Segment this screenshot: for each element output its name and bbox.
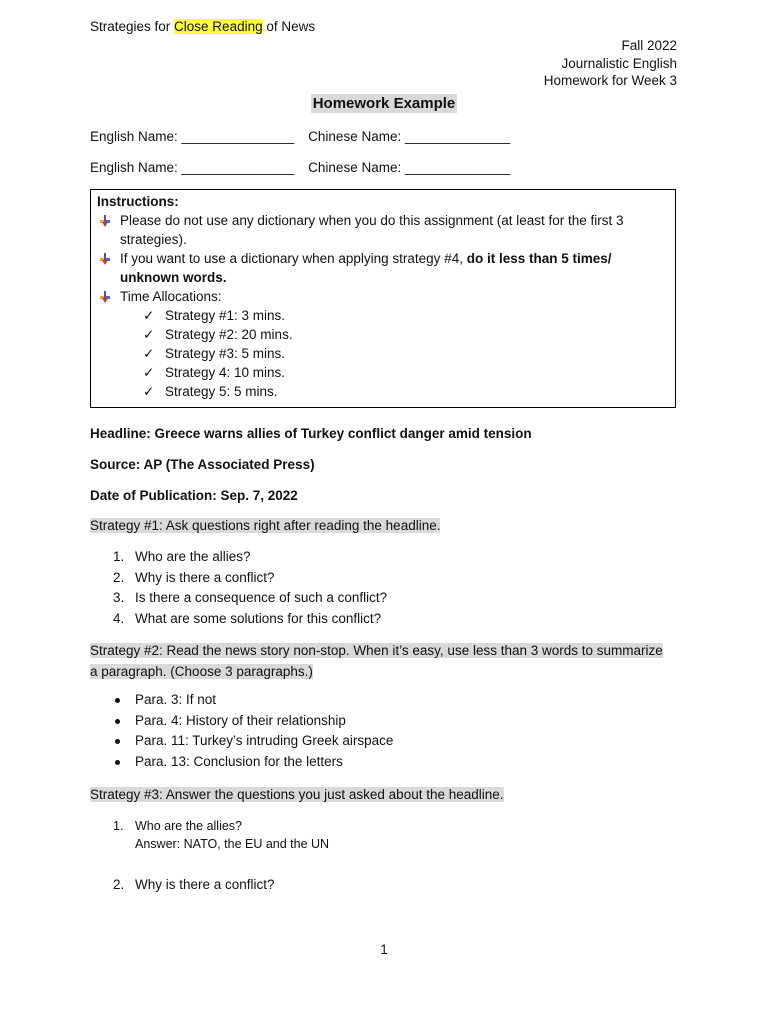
list-item: 4. What are some solutions for this conflict?	[113, 610, 382, 626]
checkmark-icon: ✓	[143, 327, 155, 342]
arrow-bullet-icon	[99, 290, 111, 304]
instruction-bullet: If you want to use a dictionary when applying strategy #4, do it less than 5 times/ unknown words.	[97, 249, 669, 287]
source-line: Source: AP (The Associated Press)	[90, 457, 315, 472]
english-name-field: English Name: _______________	[90, 160, 295, 175]
page-title: Homework Example	[312, 95, 456, 112]
instructions-title: Instructions:	[97, 194, 179, 209]
answer-text: Answer: NATO, the EU and the UN	[135, 837, 330, 851]
date-line: Date of Publication: Sep. 7, 2022	[90, 488, 298, 503]
checkmark-icon: ✓	[143, 308, 155, 323]
question-text: Why is there a conflict?	[135, 877, 275, 892]
headline-line: Headline: Greece warns allies of Turkey conflict danger amid tension	[90, 426, 532, 441]
list-item: Para. 11: Turkey’s intruding Greek airspace	[90, 731, 393, 752]
course-label: Journalistic English	[561, 55, 677, 71]
time-allocation-item: ✓ Strategy 4: 10 mins.	[143, 365, 286, 380]
list-item: Para. 3: If not	[90, 690, 393, 711]
page-number: 1	[380, 942, 388, 957]
strategy2-summaries	[90, 690, 393, 772]
list-item: 2. Why is there a conflict?	[113, 569, 275, 585]
list-item: 2. Why is there a conflict?	[113, 877, 275, 892]
strategy3-heading: Strategy #3: Answer the questions you just asked about the headline.	[90, 787, 504, 802]
question-text: Who are the allies?	[135, 819, 243, 833]
time-allocation-item: ✓ Strategy #3: 5 mins.	[143, 346, 286, 361]
strategy1-heading: Strategy #1: Ask questions right after reading the headline.	[90, 518, 441, 533]
arrow-bullet-icon	[99, 214, 111, 228]
bullet-icon	[115, 698, 120, 703]
instruction-bullet: Time Allocations:	[97, 287, 669, 306]
list-item: Para. 4: History of their relationship	[90, 711, 393, 732]
checkmark-icon: ✓	[143, 346, 155, 361]
arrow-bullet-icon	[99, 252, 111, 266]
instruction-bullet: Please do not use any dictionary when you do this assignment (at least for the first 3 strategies).	[97, 211, 669, 249]
strategy1-questions	[90, 547, 387, 629]
doc-header-title: Strategies for Close Reading of News	[90, 19, 316, 34]
bullet-icon	[115, 739, 120, 744]
bullet-icon	[115, 760, 120, 765]
time-allocation-item: ✓ Strategy 5: 5 mins.	[143, 384, 278, 399]
checkmark-icon: ✓	[143, 384, 155, 399]
term-label: Fall 2022	[621, 38, 677, 53]
list-item: 3. Is there a consequence of such a conflict?	[113, 590, 388, 605]
list-item: Para. 13: Conclusion for the letters	[90, 752, 393, 773]
time-allocation-item: ✓ Strategy #1: 3 mins.	[143, 308, 286, 323]
time-allocation-item: ✓ Strategy #2: 20 mins.	[143, 327, 293, 342]
list-item: 1. Who are the allies?	[113, 549, 251, 564]
chinese-name-field: Chinese Name: ______________	[308, 160, 511, 175]
doc-header-right	[544, 37, 677, 90]
strategy3-answers	[90, 875, 275, 896]
strategy3-answers	[90, 817, 329, 853]
list-item: 1. Who are the allies? Answer: NATO, the EU and the UN	[113, 819, 330, 851]
instructions-box	[90, 189, 676, 408]
name-row	[90, 160, 510, 175]
chinese-name-field: Chinese Name: ______________	[308, 129, 511, 144]
strategy2-heading: Strategy #2: Read the news story non-stop. When it’s easy, use less than 3 words to summarize a paragraph. (Choose 3 paragraphs.)	[90, 643, 663, 679]
checkmark-icon: ✓	[143, 365, 155, 380]
highlighted-text: Close Reading	[174, 19, 263, 34]
bullet-icon	[115, 719, 120, 724]
name-row	[90, 129, 510, 144]
english-name-field: English Name: _______________	[90, 129, 295, 144]
week-label: Homework for Week 3	[543, 73, 677, 88]
